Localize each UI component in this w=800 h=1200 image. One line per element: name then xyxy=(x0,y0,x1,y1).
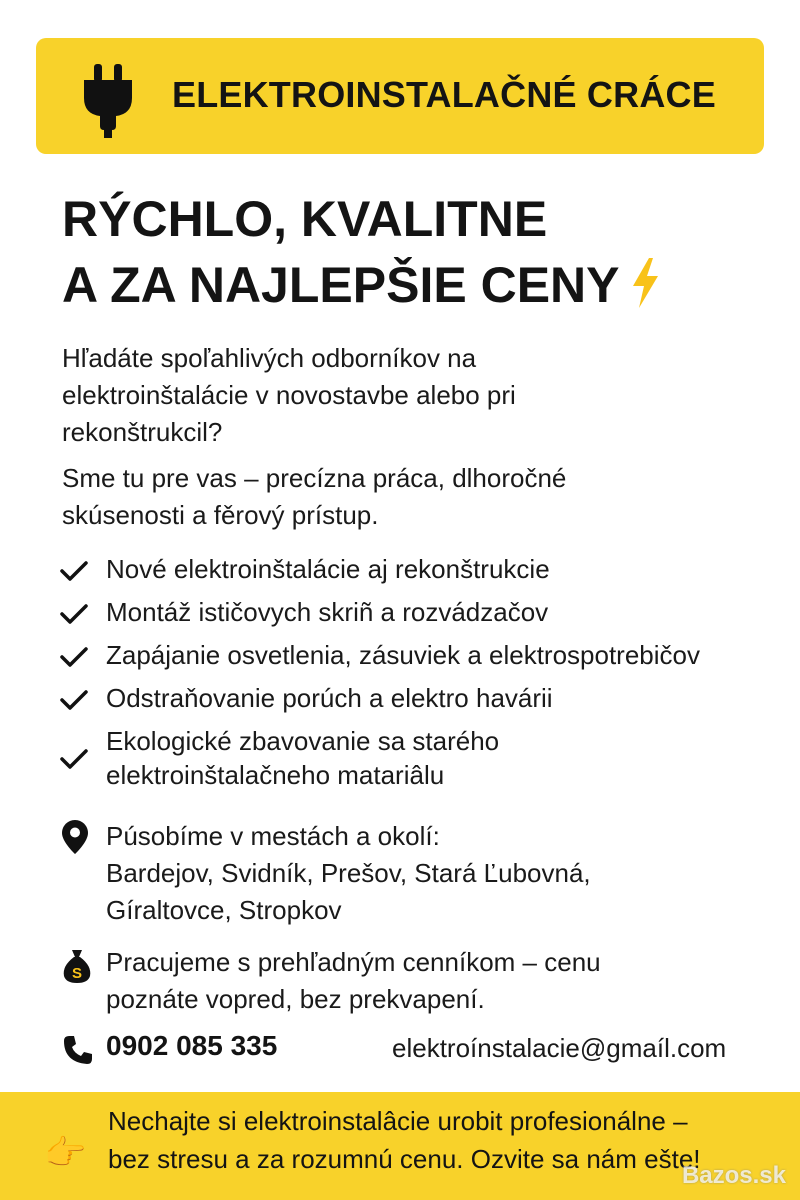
service-text: Zapájanie osvetlenia, zásuviek a elektrospotrebičov xyxy=(106,640,701,670)
plug-icon xyxy=(80,64,136,138)
money-bag-icon xyxy=(62,948,92,984)
checkmark-icon xyxy=(60,646,88,668)
header-banner xyxy=(36,38,764,154)
headline-line-1: RÝCHLO, KVALITNE xyxy=(62,191,548,247)
service-text: Odstraňovanie porúch a elektro havárii xyxy=(106,683,553,713)
area-line: Bardejov, Svidník, Prešov, Stará Ľubovná, xyxy=(106,858,591,888)
pointing-hand-icon: 👉 xyxy=(44,1134,87,1172)
phone-icon xyxy=(62,1034,94,1066)
checkmark-icon xyxy=(60,560,88,582)
service-item xyxy=(60,724,780,792)
service-text: Ekologické zbavovanie sa starého xyxy=(106,726,500,756)
checkmark-icon xyxy=(60,603,88,625)
service-text: Nové elektroinštalácie aj rekonštrukcie xyxy=(106,554,550,584)
footer-banner xyxy=(0,1092,800,1200)
intro-paragraph-2 xyxy=(62,460,742,534)
email-address[interactable]: elektroínstalacie@gmaíl.com xyxy=(392,1033,727,1063)
intro-paragraph-1 xyxy=(62,340,702,451)
service-text: elektroinštalačneho matariâlu xyxy=(106,760,445,790)
service-item xyxy=(60,552,780,586)
intro-line: Hľadáte spoľahlivých odborníkov na xyxy=(62,343,477,373)
intro-line: elektroinštalácie v novostavbe alebo pri xyxy=(62,380,516,410)
area-line: Púsobíme v mestách a okolí: xyxy=(106,821,440,851)
service-item xyxy=(60,681,780,715)
checkmark-icon xyxy=(60,748,88,770)
headline-line-2-text: A ZA NAJLEPŠIE CENY xyxy=(62,257,620,313)
location-pin-icon xyxy=(62,820,88,854)
service-text: Montáž ističovych skriñ a rozvádzačov xyxy=(106,597,549,627)
area-line: Gíraltovce, Stropkov xyxy=(106,895,342,925)
headline xyxy=(62,186,660,318)
headline-line-2 xyxy=(62,252,660,318)
price-line: Pracujeme s prehľadným cenníkom – cenu xyxy=(106,947,601,977)
service-area xyxy=(62,818,762,929)
services-list xyxy=(60,552,780,792)
intro-line: skúsenosti a fěrový prístup. xyxy=(62,500,379,530)
intro-line: rekonštrukcil? xyxy=(62,417,223,447)
footer-line: Nechajte si elektroinstalâcie urobit profesionálne – xyxy=(108,1106,688,1136)
service-item xyxy=(60,638,780,672)
footer-line: bez stresu a za rozumnú cenu. Ozvite sa nám ešte! xyxy=(108,1144,701,1174)
price-line: poznáte vopred, bez prekvapení. xyxy=(106,984,485,1014)
checkmark-icon xyxy=(60,689,88,711)
header-title: ELEKTROINSTALAČNÉ CRÁCE xyxy=(172,74,716,115)
money-bag-letter: S xyxy=(71,965,83,982)
intro-line: Sme tu pre vas – precízna práca, dlhoročné xyxy=(62,463,567,493)
pricing-note xyxy=(62,944,762,1018)
service-item xyxy=(60,595,780,629)
phone-number[interactable]: 0902 085 335 xyxy=(106,1030,278,1061)
lightning-icon xyxy=(630,258,660,308)
watermark: Bazos.sk xyxy=(681,1162,786,1189)
